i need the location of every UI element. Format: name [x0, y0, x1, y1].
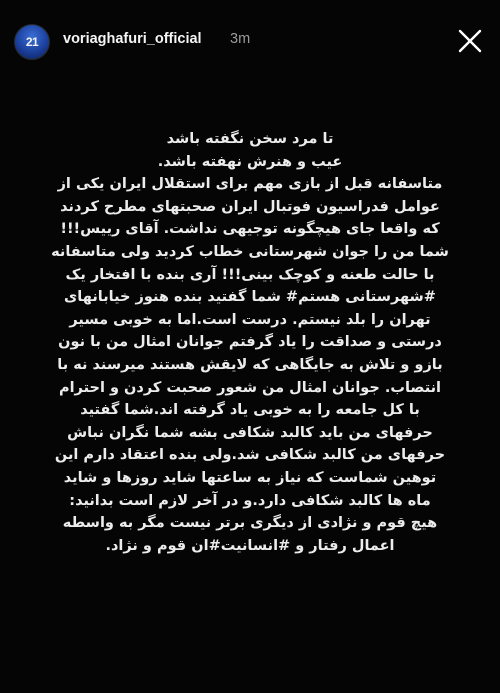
caption-line: ماه ها کالبد شکافی دارد.و در آخر لازم است بدانید: [69, 492, 431, 509]
caption-line: #شهرستانی هستم# شما گفتید بنده هنوز خیابانهای [64, 289, 436, 306]
caption-line: تهران را بلد نیستم. درست است.اما به خوبی مسیر [69, 311, 431, 328]
close-icon [455, 26, 485, 56]
username[interactable]: voriaghafuri_official [63, 31, 202, 47]
caption-line: انتصاب. جوانان امثال من شعور صحبت کردن و احترام [58, 379, 442, 396]
caption-line: عیب و هنرش نهفته باشد. [157, 153, 343, 170]
caption-line: درستی و صداقت را یاد گرفتم جوانان امثال من با نون [58, 334, 442, 351]
avatar-jersey-number: 21 [25, 35, 39, 49]
caption-line: تا مرد سخن نگفته باشد [166, 131, 334, 147]
caption-line: اعمال رفتار و #انسانیت#ان قوم و نژاد. [105, 537, 395, 554]
caption-line: توهین شماست که نیاز به ساعتها شاید روزها و شاید [63, 469, 437, 486]
caption-line: حرفهای من باید کالبد شکافی بشه شما نگران نباش [67, 424, 433, 441]
story-header [0, 0, 500, 80]
caption-line: که واقعا جای هیچگونه توجیهی نداشت. آقای رییس!!! [60, 221, 440, 238]
caption-line: بازو و تلاش به جایگاهی که لایقش هستند میرسند نه با [57, 356, 443, 373]
caption-line: عوامل فدراسیون فوتبال ایران صحبتهای مطرح کردند [60, 198, 440, 215]
caption-line: با حالت طعنه و کوچک بینی!!! آری بنده با افتخار یک [65, 266, 435, 283]
caption-line: شما من را جوان شهرستانی خطاب کردید ولی متاسفانه [51, 243, 449, 260]
caption-line: هیچ قوم و نژادی از دیگری برتر نیست مگر به واسطه [62, 515, 438, 532]
story-caption [0, 128, 500, 557]
close-button[interactable] [455, 26, 485, 56]
timestamp: 3m [230, 31, 251, 47]
caption-line: با کل جامعه را به خوبی یاد گرفته اند.شما گفتید [80, 402, 420, 419]
avatar[interactable] [14, 24, 50, 60]
caption-line: حرفهای من کالبد شکافی شد.ولی بنده اعتقاد دارم این [54, 447, 446, 464]
caption-line: متاسفانه قبل از بازی مهم برای استقلال ایران یکی از [57, 176, 443, 193]
